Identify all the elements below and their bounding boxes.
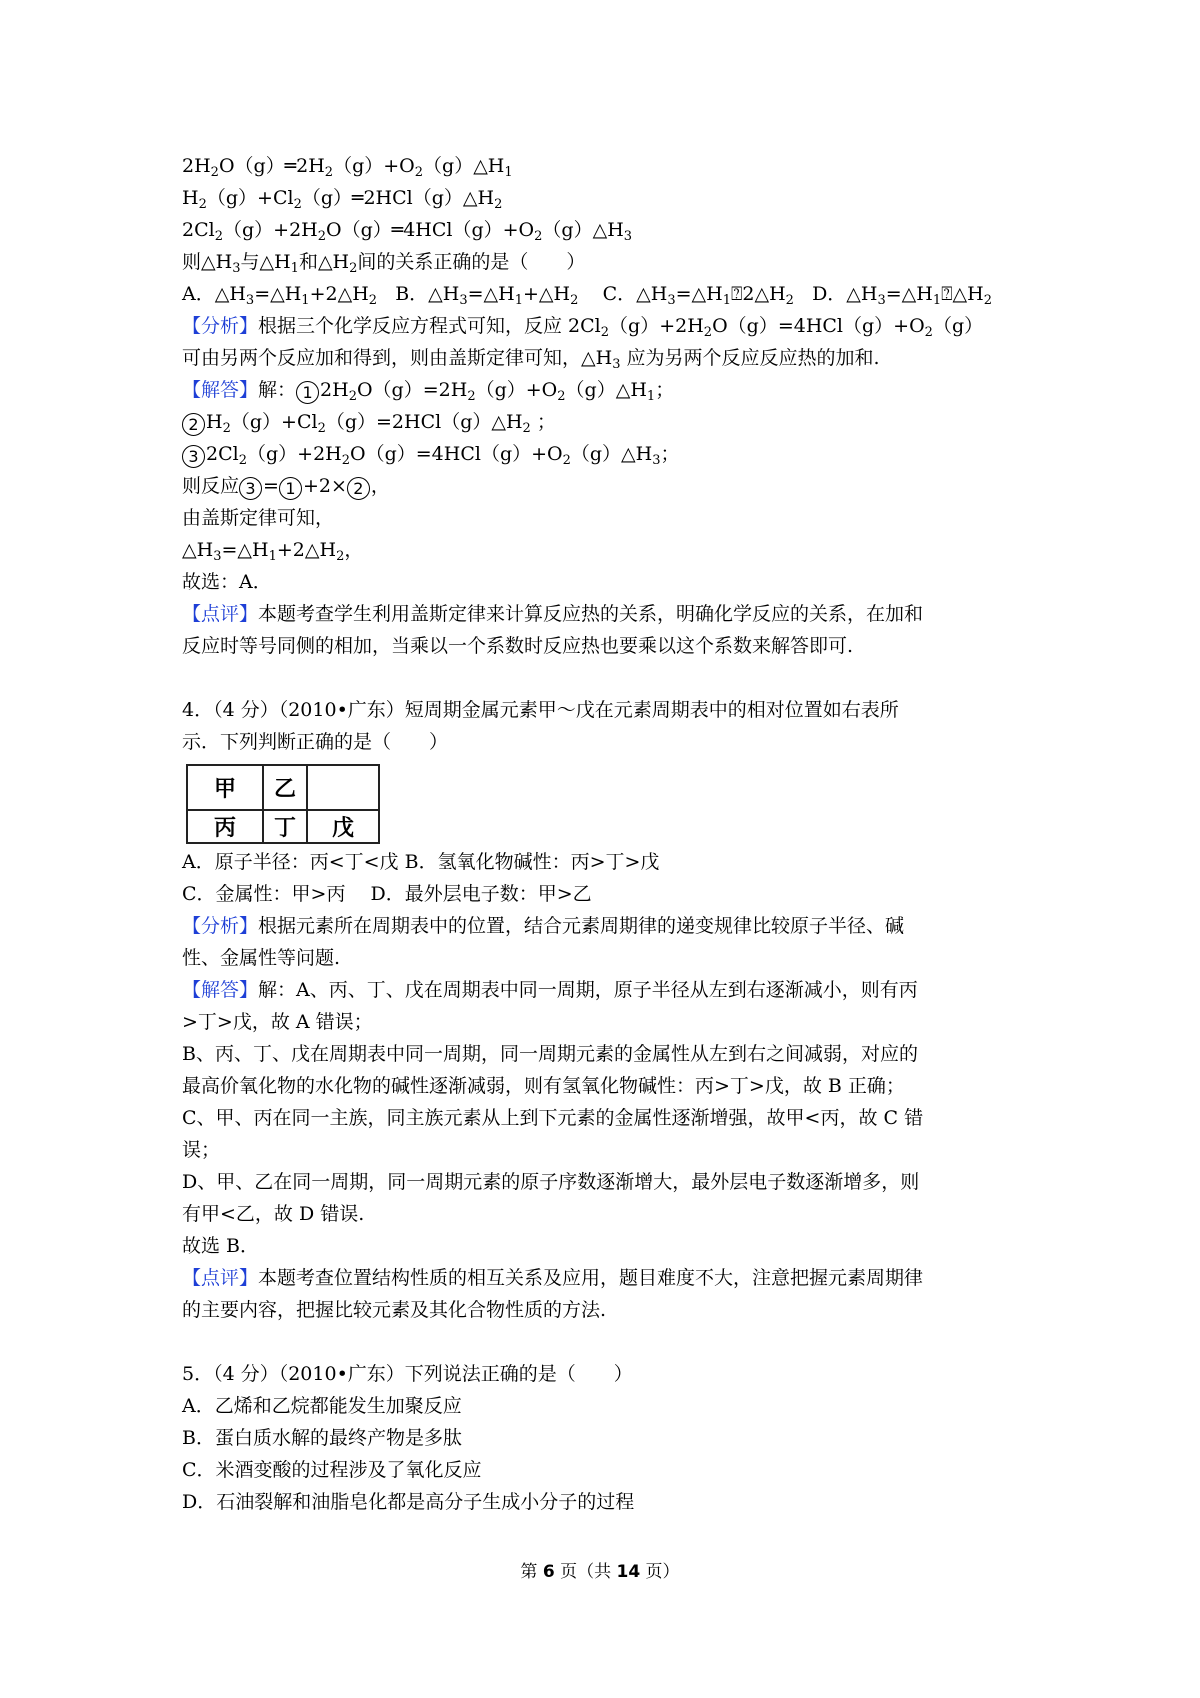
text: 本题考查学生利用盖斯定律来计算反应热的关系，明确化学反应的关系，在加和 [258, 603, 924, 625]
text: O（g）═4HCl（g）+O [326, 219, 535, 241]
text: 则△H [182, 251, 233, 273]
text: H [182, 187, 199, 209]
answer-tag: 【解答】 [182, 379, 259, 401]
text: （g）+O [475, 379, 558, 401]
text: 2H [320, 379, 349, 401]
equation-1 [182, 150, 1012, 182]
periodic-table-excerpt [186, 764, 380, 844]
circled-number: 3 [239, 477, 262, 500]
answer-line-2: >丁>戊，故 A 错误； [182, 1011, 373, 1033]
text: （g）═2HCl（g）△H [301, 187, 495, 209]
subscript: 2 [341, 453, 351, 468]
analysis-line-1 [182, 910, 1012, 942]
answer-line-9: 故选 B． [182, 1235, 260, 1257]
subscript: 3 [232, 261, 241, 276]
spacer [182, 1326, 1012, 1358]
subscript: 2 [198, 197, 207, 212]
subscript: 1 [932, 293, 942, 308]
text: 可由另两个反应加和得到，则由盖斯定律可知，△H [182, 347, 613, 369]
subscript: 3 [213, 549, 222, 564]
subscript: 2 [210, 165, 219, 180]
text: 解： [258, 379, 297, 401]
question-4-stem-1: 4．（4 分）（2010•广东）短周期金属元素甲～戊在元素周期表中的相对位置如右表所 [182, 699, 899, 721]
text: +2△H [276, 539, 337, 561]
circled-number: 1 [296, 381, 319, 404]
text: C．△H [602, 283, 668, 305]
document-page [182, 150, 1012, 1518]
text: 页（共 [554, 1562, 617, 1582]
text: 本题考查位置结构性质的相互关系及应用，题目难度不大，注意把握元素周期律 [258, 1267, 924, 1289]
table-cell: 丙 [187, 810, 263, 843]
text: =△H [467, 283, 515, 305]
text: 解：A、丙、丁、戊在周期表中同一周期，原子半径从左到右逐渐减小，则有丙 [258, 979, 918, 1001]
table-cell [307, 765, 379, 810]
question-4-options-2: C．金属性：甲>丙 D．最外层电子数：甲>乙 [182, 883, 592, 905]
spacer [182, 662, 1012, 694]
text: （g）+Cl [206, 187, 294, 209]
text: =△H [221, 539, 269, 561]
page-total: 14 [616, 1562, 641, 1582]
subscript: 2 [785, 293, 794, 308]
subscript: 2 [238, 453, 247, 468]
subscript: 2 [534, 229, 543, 244]
answer-line-5: C、甲、丙在同一主族，同主族元素从上到下元素的金属性逐渐增强，故甲<丙，故 C 错 [182, 1107, 924, 1129]
comment-line-2: 的主要内容，把握比较元素及其化合物性质的方法. [182, 1299, 607, 1321]
text: （g）+2H [609, 315, 704, 337]
question-4-stem-2: 示．下列判断正确的是（ ） [182, 731, 449, 753]
subscript: 3 [612, 357, 621, 372]
subscript: 2 [703, 325, 713, 340]
subscript: 2 [324, 165, 334, 180]
option-c [602, 283, 794, 308]
subscript: 3 [623, 229, 633, 244]
subscript: 1 [290, 261, 299, 276]
text: （g）△H [542, 219, 624, 241]
comment-line-1 [182, 1262, 1012, 1294]
text: O（g）=2H [356, 379, 468, 401]
text: +2× [302, 475, 347, 497]
text: 与△H [240, 251, 291, 273]
subscript: 2 [467, 389, 476, 404]
answer-line-8: 有甲<乙，故 D 错误. [182, 1203, 365, 1225]
answer-line-7: D、甲、乙在同一周期，同一周期元素的原子序数逐渐增大，最外层电子数逐渐增多，则 [182, 1171, 920, 1193]
question-4-options-1: A．原子半径：丙<丁<戊 B．氢氧化物碱性：丙>丁>戊 [182, 851, 660, 873]
text: +△H [523, 283, 571, 305]
subscript: 2 [293, 197, 302, 212]
question-3-prompt [182, 246, 1012, 278]
text: ⍰2△H [730, 283, 786, 305]
comment-line-2: 反应时等号同侧的相加，当乘以一个系数时反应热也要乘以这个系数来解答即可. [182, 635, 854, 657]
option-b [395, 283, 579, 308]
answer-line-6: 误； [182, 1139, 221, 1161]
subscript: 3 [877, 293, 886, 308]
text: ， [344, 539, 364, 561]
text: =△H [885, 283, 933, 305]
subscript: 1 [504, 165, 513, 180]
text: B．△H [395, 283, 460, 305]
text: =△H [254, 283, 302, 305]
table-cell: 乙 [263, 765, 307, 810]
text: （g）+O [333, 155, 415, 177]
text: A．△H [182, 283, 246, 305]
text: （g）+2H [246, 443, 342, 465]
subscript: 2 [522, 421, 531, 436]
text: 根据三个化学反应方程式可知，反应 2Cl [258, 315, 601, 337]
subscript: 3 [667, 293, 676, 308]
subscript: 3 [459, 293, 468, 308]
table-cell: 戊 [307, 810, 379, 843]
comment-tag: 【点评】 [182, 603, 259, 625]
answer-line-7: 故选：A． [182, 571, 272, 593]
subscript: 2 [924, 325, 933, 340]
text: ； [530, 411, 556, 433]
subscript: 2 [336, 549, 345, 564]
text: O（g）═2H [218, 155, 325, 177]
question-5-option-c: C．米酒变酸的过程涉及了氧化反应 [182, 1459, 482, 1481]
question-5-option-b: B．蛋白质水解的最终产物是多肽 [182, 1427, 462, 1449]
text: （g）+2H [222, 219, 318, 241]
answer-line-3: B、丙、丁、戊在周期表中同一周期，同一周期元素的金属性从左到右之间减弱，对应的 [182, 1043, 918, 1065]
text: 根据元素所在周期表中的位置，结合元素周期律的递变规律比较原子半径、碱 [258, 915, 905, 937]
subscript: 1 [301, 293, 310, 308]
answer-line-1 [182, 374, 1012, 406]
subscript: 2 [983, 293, 993, 308]
table-cell: 丁 [263, 810, 307, 843]
subscript: 1 [646, 389, 656, 404]
text: ； [660, 443, 680, 465]
answer-line-1 [182, 974, 1012, 1006]
circled-number: 3 [182, 445, 205, 468]
circled-number: 1 [279, 477, 302, 500]
analysis-line-2: 性、金属性等问题. [182, 947, 341, 969]
text: 2Cl [182, 219, 215, 241]
text: （g）△H [565, 379, 647, 401]
text: 第 [520, 1562, 543, 1582]
text: D．△H [812, 283, 878, 305]
text: 应为另两个反应反应热的加和. [620, 347, 880, 369]
text: （g）△H [570, 443, 653, 465]
comment-line-1 [182, 598, 1012, 630]
subscript: 1 [514, 293, 524, 308]
text: H [206, 411, 223, 433]
text: ⍰△H [941, 283, 984, 305]
answer-line-2 [182, 406, 1012, 438]
circled-number: 2 [182, 413, 205, 436]
text: +2△H [309, 283, 369, 305]
text: （g）△H [423, 155, 505, 177]
question-5-option-a: A．乙烯和乙烷都能发生加聚反应 [182, 1395, 462, 1417]
option-a [182, 283, 378, 308]
subscript: 3 [245, 293, 255, 308]
text: 2Cl [206, 443, 239, 465]
subscript: 2 [317, 229, 327, 244]
answer-line-4 [182, 470, 1012, 502]
answer-line-3 [182, 438, 1012, 470]
analysis-tag: 【分析】 [182, 915, 259, 937]
text: （g）+Cl [230, 411, 318, 433]
text: ， [370, 475, 390, 497]
table-row [187, 765, 379, 810]
subscript: 2 [349, 261, 358, 276]
table-cell: 甲 [187, 765, 263, 810]
text: ； [655, 379, 675, 401]
option-d [812, 283, 993, 308]
analysis-line-2 [182, 342, 1012, 374]
text: （g）=2HCl（g）△H [325, 411, 523, 433]
table-row [187, 810, 379, 843]
subscript: 2 [214, 229, 223, 244]
question-3-options [182, 278, 1012, 310]
page-footer [0, 1557, 1200, 1582]
text: 则反应 [182, 475, 240, 497]
subscript: 2 [494, 197, 503, 212]
text: 2H [182, 155, 211, 177]
text: =△H [675, 283, 723, 305]
answer-tag: 【解答】 [182, 979, 259, 1001]
subscript: 2 [600, 325, 610, 340]
text: 页） [640, 1562, 680, 1582]
subscript: 3 [652, 453, 661, 468]
answer-line-5: 由盖斯定律可知， [182, 507, 335, 529]
equation-2 [182, 182, 1012, 214]
subscript: 2 [557, 389, 566, 404]
subscript: 1 [722, 293, 731, 308]
text: （g） [932, 315, 984, 337]
page-number: 6 [542, 1562, 555, 1582]
subscript: 2 [562, 453, 571, 468]
answer-line-6 [182, 534, 1012, 566]
analysis-tag: 【分析】 [182, 315, 259, 337]
subscript: 2 [222, 421, 231, 436]
equation-3 [182, 214, 1012, 246]
subscript: 2 [317, 421, 326, 436]
circled-number: 2 [347, 477, 370, 500]
text: 间的关系正确的是（ ） [357, 251, 586, 273]
subscript: 2 [414, 165, 424, 180]
subscript: 1 [268, 549, 277, 564]
comment-tag: 【点评】 [182, 1267, 259, 1289]
subscript: 2 [570, 293, 579, 308]
analysis-line-1 [182, 310, 1012, 342]
answer-line-4: 最高价氧化物的水化物的碱性逐渐减弱，则有氢氧化物碱性：丙>丁>戊，故 B 正确； [182, 1075, 905, 1097]
text: △H [182, 539, 214, 561]
subscript: 2 [348, 389, 357, 404]
subscript: 2 [368, 293, 378, 308]
text: = [263, 475, 279, 497]
question-5-stem: 5．（4 分）（2010•广东）下列说法正确的是（ ） [182, 1363, 633, 1385]
text: 和△H [298, 251, 350, 273]
question-5-option-d: D．石油裂解和油脂皂化都是高分子生成小分子的过程 [182, 1491, 635, 1513]
text: O（g）=4HCl（g）+O [712, 315, 925, 337]
text: O（g）=4HCl（g）+O [350, 443, 563, 465]
